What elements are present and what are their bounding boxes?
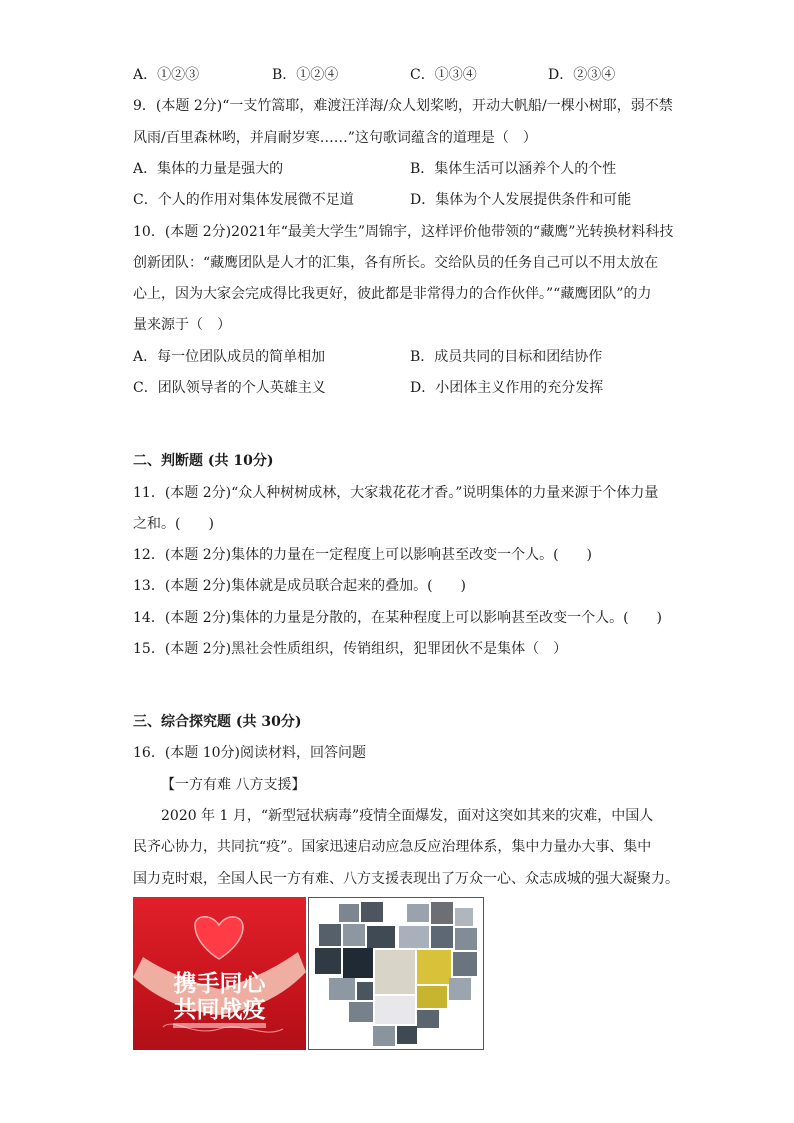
q9-option-a: A．集体的力量是强大的 — [133, 161, 284, 177]
section2-title: 二、判断题 (共 10分) — [133, 453, 274, 469]
q9-stem-line1: 9．(本题 2分)“一支竹篙耶，难渡汪洋海/众人划桨哟，开动大帆船/一棵小树耶，弱不禁 — [133, 98, 673, 114]
poster-line2: 共同战疫 — [173, 997, 266, 1023]
q8-option-b: B．①②④ — [272, 67, 339, 83]
q8-option-d: D．②③④ — [548, 67, 616, 83]
q8-option-a: A．①②③ — [133, 67, 200, 83]
q13: 13．(本题 2分)集体就是成员联合起来的叠加。( ) — [133, 578, 467, 594]
material-title: 【一方有难 八方支援】 — [161, 777, 306, 793]
q10-stem-line1: 10．(本题 2分)2021年“最美大学生”周锦宇，这样评价他带领的“藏鹰”光转换材料科技 — [133, 224, 674, 240]
material-line2: 民齐心协力，共同抗“疫”。国家迅速启动应急反应治理体系，集中力量办大事、集中 — [133, 839, 652, 855]
q10-option-c: C．团队领导者的个人英雄主义 — [133, 380, 326, 396]
poster-line1: 携手同心 — [173, 971, 266, 997]
poster-subtitle-bar — [173, 1023, 266, 1028]
q12: 12．(本题 2分)集体的力量在一定程度上可以影响甚至改变一个人。( ) — [133, 547, 593, 563]
q8-option-c: C．①③④ — [410, 67, 477, 83]
q10-stem-line2: 创新团队：“藏鹰团队是人才的汇集，各有所长。交给队员的任务自己可以不用太放在 — [133, 255, 659, 271]
q10-option-a: A．每一位团队成员的简单相加 — [133, 349, 326, 365]
q14: 14．(本题 2分)集体的力量是分散的，在某种程度上可以影响甚至改变一个人。( ) — [133, 610, 663, 626]
q10-stem-line4: 量来源于（ ） — [133, 317, 231, 333]
q9-option-c: C．个人的作用对集体发展微不足道 — [133, 192, 354, 208]
q10-option-d: D．小团体主义作用的充分发挥 — [410, 380, 604, 396]
q11-line2: 之和。( ) — [133, 516, 214, 532]
q11-line1: 11．(本题 2分)“众人种树树成林，大家栽花花才香。”说明集体的力量来源于个体力量 — [133, 485, 659, 501]
material-line1: 2020 年 1 月，“新型冠状病毒”疫情全面爆发，面对这突如其来的灾难，中国人 — [161, 808, 654, 824]
q10-stem-line3: 心上，因为大家会完成得比我更好，彼此都是非常得力的合作伙伴。”“藏鹰团队”的力 — [133, 286, 652, 302]
q9-option-d: D．集体为个人发展提供条件和可能 — [410, 192, 632, 208]
q9-option-b: B．集体生活可以涵养个人的个性 — [410, 161, 617, 177]
section3-title: 三、综合探究题 (共 30分) — [133, 714, 302, 730]
heart-collage-graphic — [309, 898, 483, 1049]
q9-stem-line2: 风雨/百里森林哟，并肩耐岁寒……”这句歌词蕴含的道理是（ ） — [133, 130, 537, 146]
q15: 15．(本题 2分)黑社会性质组织，传销组织，犯罪团伙不是集体（ ） — [133, 641, 568, 657]
heart-photo-collage — [308, 897, 484, 1050]
material-line3: 国力克时艰，全国人民一方有难、八方支援表现出了万众一心、众志成城的强大凝聚力。 — [133, 871, 679, 887]
anti-epidemic-poster — [133, 897, 306, 1050]
q10-option-b: B．成员共同的目标和团结协作 — [410, 349, 603, 365]
q16: 16．(本题 10分)阅读材料，回答问题 — [133, 745, 367, 761]
